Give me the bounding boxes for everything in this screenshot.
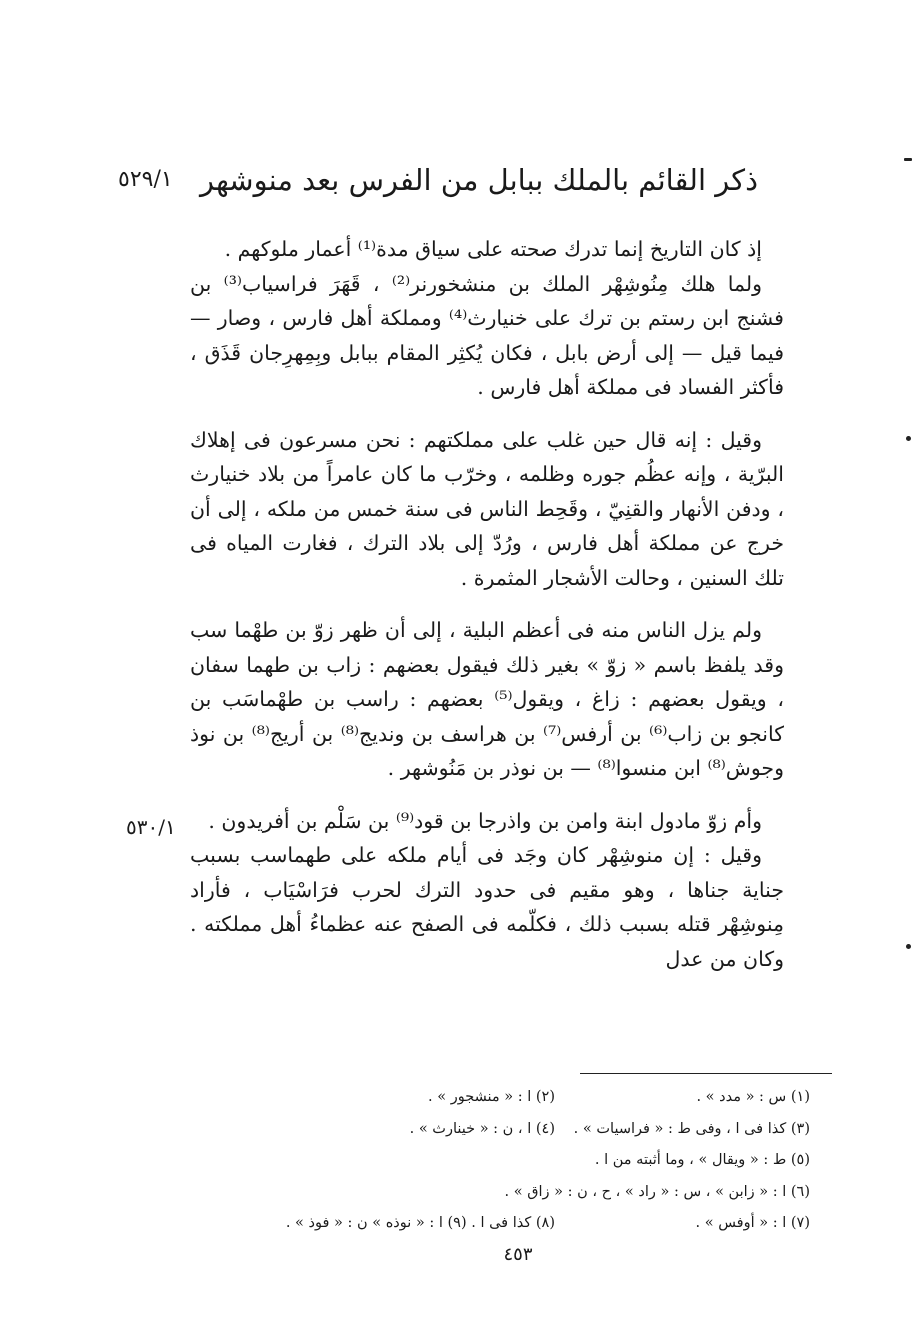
footnote-row xyxy=(150,1208,810,1240)
paragraph: ولما هلك مِنُوشِهْر الملك بن منشخورنر⁽²⁾ ، قَهَرَ فراسياب⁽³⁾ بن فشنج ابن رستم بن ترك على خنيارث⁽⁴⁾ ومملكة أهل فارس ، وصار — فيما قيل — إلى أرض بابل ، فكان يُكثِر المقام ببابل وبِمِهرِجان قَذَق ، فأكثر الفساد فى مملكة أهل فارس . xyxy=(190,271,784,399)
footnote: (٦) ا : « زابن » ، س : « راد » ، ح ، ن : « زاق » . xyxy=(504,1183,810,1200)
footnote-rule xyxy=(580,1073,832,1074)
page-reference-top: ٥٢٩/١ xyxy=(118,167,173,192)
page-number: ٤٥٣ xyxy=(503,1244,533,1265)
footnote: (١) س : « مدد » . xyxy=(696,1089,810,1105)
edge-mark xyxy=(906,944,911,949)
paragraph: ولم يزل الناس منه فى أعظم البلية ، إلى أن ظهر زوّ بن طهْما سب وقد يلفظ باسم « زوّ » بغير ذلك فيقول بعضهم : زاب بن طهما سفان ، ويقول بعضهم : زاغ ، ويقول⁽⁵⁾ بعضهم : راسب بن طهْماسَب بن كانجو بن زاب⁽⁶⁾ بن أرفس⁽⁷⁾ بن هراسف بن ونديج⁽⁸⁾ بن أريج⁽⁸⁾ بن نوذ وجوش⁽⁸⁾ ابن منسوا⁽⁸⁾ — بن نوذر بن مَنُوشهر . xyxy=(190,618,785,780)
footnote-row xyxy=(150,1114,810,1146)
footnote: (٥) ط : « ويقال » ، وما أثبته من ا . xyxy=(594,1152,810,1168)
paragraph: وقيل : إنه قال حين غلب على مملكتهم : نحن مسرعون فى إهلاك البرّية ، وإنه عظُم جوره وظلمه ، وخرّب ما كان عامراً من بلاد خنيارث ، ودفن الأنهار والقنِيّ ، وقَحِط الناس فى سنة خمس من ملكه ، إلى أن خرج عن مملكة أهل فارس ، ورُدّ إلى بلاد الترك ، فغارت المياه فى تلك السنين ، وحالت الأشجار المثمرة . xyxy=(190,427,784,590)
footnote-row xyxy=(150,1145,810,1177)
paragraph: وقيل : إن منوشِهْر كان وجَد فى أيام ملكه على طهماسب بسبب جناية جناها ، وهو مقيم فى حدود الترك لحرب فرَاسْيَاب ، فأراد مِنوشِهْر قتله بسبب ذلك ، فكلّمه فى الصفح عنه عظماءُ أهل مملكته . وكان من عدل xyxy=(190,843,784,971)
footnote: (٢) ا : « منشجور » . xyxy=(428,1089,555,1105)
paragraph: وأم زوّ مادول ابنة وامن بن واذرجا بن قود⁽⁹⁾ بن سَلْم بن أفريدون . xyxy=(208,808,762,833)
footnote: (٣) كذا فى ا ، وفى ط : « فراسيات » . xyxy=(573,1120,810,1137)
footnote: (٤) ا ، ن : « خينارث » . xyxy=(409,1120,555,1137)
running-title: ذكر القائم بالملك ببابل من الفرس بعد منوشهر xyxy=(199,163,758,197)
edge-mark xyxy=(906,436,911,441)
footnote-row xyxy=(150,1177,810,1209)
footnote-row xyxy=(150,1082,810,1114)
edge-mark xyxy=(904,158,912,161)
footnotes xyxy=(150,1082,810,1240)
page-header xyxy=(118,158,758,202)
body-text xyxy=(190,232,784,976)
footnote: (٨) كذا فى ا . (٩) ا : « نوذه » ن : « فوذ » . xyxy=(285,1215,555,1231)
paragraph: إذ كان التاريخ إنما تدرك صحته على سياق مدة⁽¹⁾ أعمار ملوكهم . xyxy=(224,237,762,261)
footnote: (٧) ا : « أوفس » . xyxy=(695,1215,810,1231)
margin-page-reference: ٥٣٠/١ xyxy=(126,815,176,839)
